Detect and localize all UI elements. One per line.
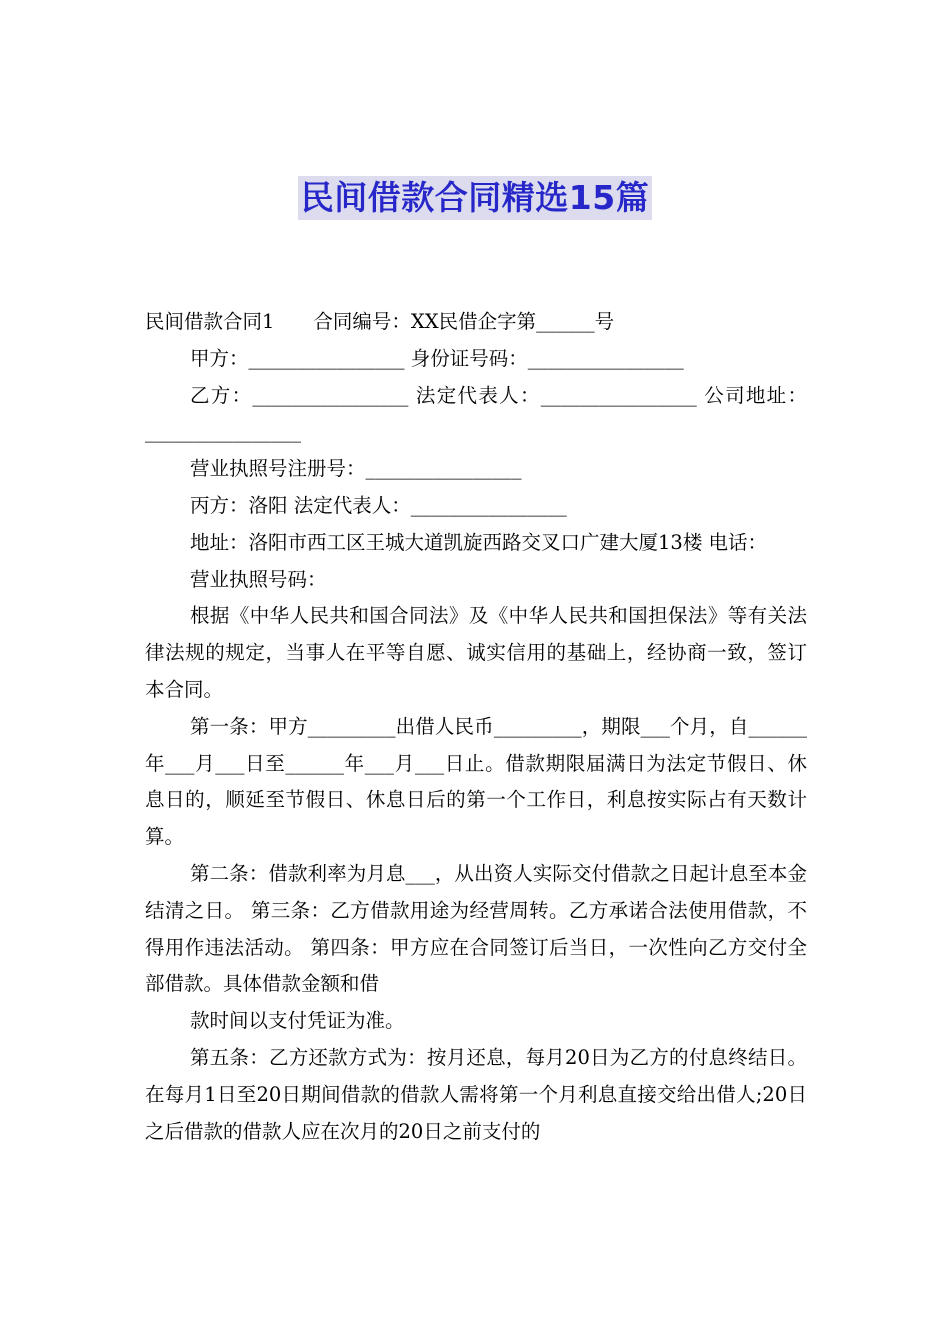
paragraph-party-a: 甲方：________________ 身份证号码：________________: [190, 346, 684, 370]
paragraph-payment-proof: 款时间以支付凭证为准。: [190, 1009, 405, 1033]
paragraph-legal-basis: 根据《中华人民共和国合同法》及《中华人民共和国担保法》等有关法律法规的规定，当事人在平等自愿、诚实信用的基础上，经协商一致，签订本合同。: [145, 604, 807, 701]
paragraph-address: 地址：洛阳市西工区王城大道凯旋西路交叉口广建大厦13楼 电话：: [190, 530, 768, 554]
document-title: 民间借款合同精选15篇: [298, 176, 652, 220]
title-container: [0, 176, 950, 220]
paragraph-article-5: 第五条：乙方还款方式为：按月还息，每月20日为乙方的付息终结日。在每月1日至20日期间借款的借款人需将第一个月利息直接交给出借人;20日之后借款的借款人应在次月的20日之前支付的: [145, 1045, 807, 1143]
paragraph-business-license-registration: 营业执照号注册号：________________: [190, 457, 522, 481]
paragraph-contract-heading: 民间借款合同1 合同编号：XX民借企字第______号: [145, 310, 615, 333]
paragraph-article-1: 第一条：甲方_________出借人民币_________，期限___个月，自______年___月___日至______年___月___日止。借款期限届满日为法定节假日、休息日的，顺延至节假日、休息日后的第一个工作日，利息按实际占有天数计算。: [145, 714, 807, 849]
paragraph-business-license-number: 营业执照号码：: [190, 567, 327, 591]
paragraph-party-c: 丙方：洛阳 法定代表人：________________: [190, 493, 567, 517]
paragraph-party-b: 乙方：________________ 法定代表人：________________ 公司地址：________________: [145, 383, 807, 444]
paragraph-articles-2-4: 第二条：借款利率为月息___，从出资人实际交付借款之日起计息至本金结清之日。 第三条：乙方借款用途为经营周转。乙方承诺合法使用借款，不得用作违法活动。 第四条：甲方应在合同签订后当日，一次性向乙方交付全部借款。具体借款金额和借: [145, 861, 807, 996]
document-body: [145, 304, 807, 1150]
